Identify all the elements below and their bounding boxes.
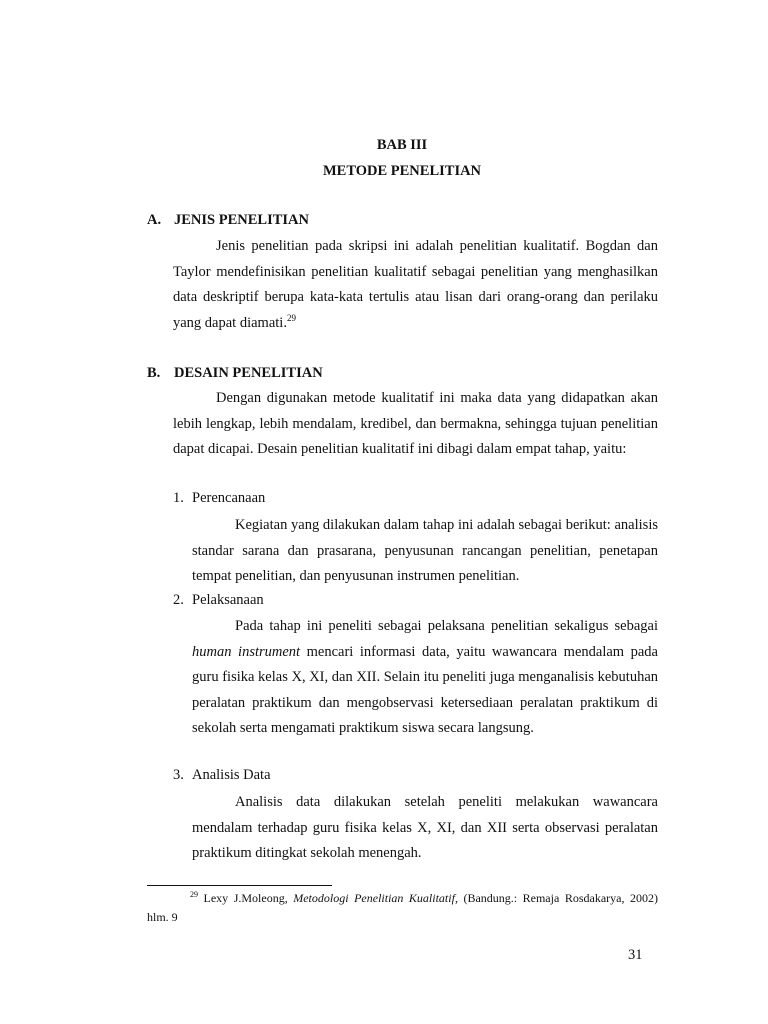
section-heading-a — [147, 212, 309, 229]
step-title-1 — [173, 490, 265, 507]
step-2-paragraph — [192, 614, 658, 742]
section-letter: B. — [147, 365, 161, 381]
section-letter: A. — [147, 212, 162, 228]
step-number: 3. — [173, 767, 184, 783]
chapter-title: METODE PENELITIAN — [322, 163, 482, 179]
section-title: JENIS PENELITIAN — [174, 212, 309, 228]
section-b-paragraph: Dengan digunakan metode kualitatif ini maka data yang didapatkan akan lebih lengkap, lebih mendalam, kredibel, dan bermakna, sehingga tujuan penelitian dapat dicapai. Desain penelitian kualitatif ini dibagi dalam empat tahap, yaitu: — [173, 390, 658, 457]
paragraph-text: mencari informasi data, yaitu wawancara mendalam pada guru fisika kelas X, XI, dan XII. Selain itu peneliti juga menganalisis kebutuhan peralatan praktikum dan mengobservasi ketersediaan peralatan praktikum di sekolah serta mengamati praktikum siswa secara langsung. — [192, 643, 658, 736]
step-title-3 — [173, 767, 271, 784]
footnote — [147, 889, 658, 927]
footnote-publication: , (Bandung.: Remaja Rosdakarya, 2002) hlm. 9 — [147, 891, 658, 924]
step-label: Pelaksanaan — [192, 592, 264, 608]
italic-term: human instrument — [192, 643, 301, 660]
footnote-author: Lexy J.Moleong, — [198, 891, 294, 905]
step-title-2 — [173, 592, 264, 609]
step-3-paragraph: Analisis data dilakukan setelah peneliti melakukan wawancara mendalam terhadap guru fisika kelas X, XI, dan XII serta observasi peralatan praktikum ditingkat sekolah menengah. — [192, 794, 658, 861]
step-label: Perencanaan — [192, 490, 266, 506]
footnote-number: 29 — [190, 890, 198, 899]
step-1-paragraph: Kegiatan yang dilakukan dalam tahap ini adalah sebagai berikut: analisis standar sarana dan prasarana, penyusunan rancangan penelitian, penetapan tempat penelitian, dan penyusunan instrumen penelitian. — [192, 517, 658, 584]
section-heading-b — [147, 365, 323, 382]
footnote-reference: 29 — [286, 312, 296, 323]
footnote-book-title: Metodologi Penelitian Kualitatif — [293, 891, 455, 905]
chapter-label: BAB III — [376, 137, 428, 153]
section-a-paragraph — [173, 234, 658, 336]
footnote-divider — [147, 885, 332, 886]
step-number: 1. — [173, 490, 184, 506]
page-number: 31 — [628, 947, 643, 963]
section-title: DESAIN PENELITIAN — [174, 365, 323, 381]
paragraph-text: Pada tahap ini peneliti sebagai pelaksana penelitian sekaligus sebagai — [235, 618, 658, 634]
step-label: Analisis Data — [192, 767, 271, 783]
paragraph-text: Jenis penelitian pada skripsi ini adalah penelitian kualitatif. Bogdan dan Taylor mendefinisikan penelitian kualitatif sebagai penelitian yang menghasilkan data deskriptif berupa kata-kata tertulis atau lisan dari orang-orang dan perilaku yang dapat diamati. — [173, 238, 658, 331]
step-number: 2. — [173, 592, 184, 608]
